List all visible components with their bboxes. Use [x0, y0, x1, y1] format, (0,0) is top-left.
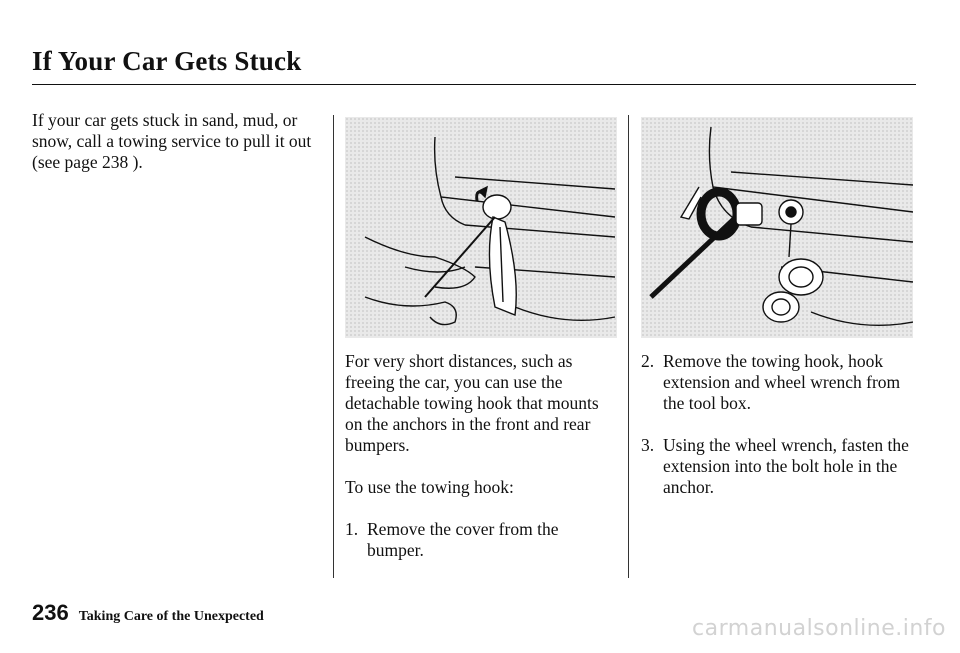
towing-hook-intro: To use the towing hook: — [345, 477, 514, 497]
step-1-text: Remove the cover from the bumper. — [367, 519, 559, 560]
step-2 — [641, 351, 921, 414]
column-divider-right — [628, 115, 629, 578]
step-1-number: 1. — [345, 519, 359, 539]
intro-paragraph: If your car gets stuck in sand, mud, or snow, call a towing service to pull it out (see page 238 ). — [32, 110, 312, 172]
page-title: If Your Car Gets Stuck — [32, 46, 302, 76]
step-1 — [345, 519, 617, 561]
right-text-column — [641, 351, 921, 498]
step-2-text: Remove the towing hook, hook extension and wheel wrench from the tool box. — [663, 351, 901, 413]
watermark: carmanualsonline.info — [692, 616, 946, 641]
middle-text-column — [345, 351, 617, 561]
page-number: 236 — [32, 600, 69, 625]
towing-hook-paragraph: For very short distances, such as freeing the car, you can use the detachable towing hook that mounts on the anchors in the front and rear bumpers. — [345, 351, 599, 455]
step-3 — [641, 435, 921, 498]
step-2-number: 2. — [641, 351, 655, 371]
column-divider-left — [333, 115, 334, 578]
section-title: Taking Care of the Unexpected — [78, 609, 264, 624]
page-footer — [32, 600, 264, 626]
title-rule — [32, 84, 916, 85]
illustration-fasten-extension — [641, 117, 913, 338]
step-3-text: Using the wheel wrench, fasten the extension into the bolt hole in the anchor. — [663, 435, 909, 497]
illustration-remove-cover — [345, 117, 617, 338]
step-3-number: 3. — [641, 435, 655, 455]
